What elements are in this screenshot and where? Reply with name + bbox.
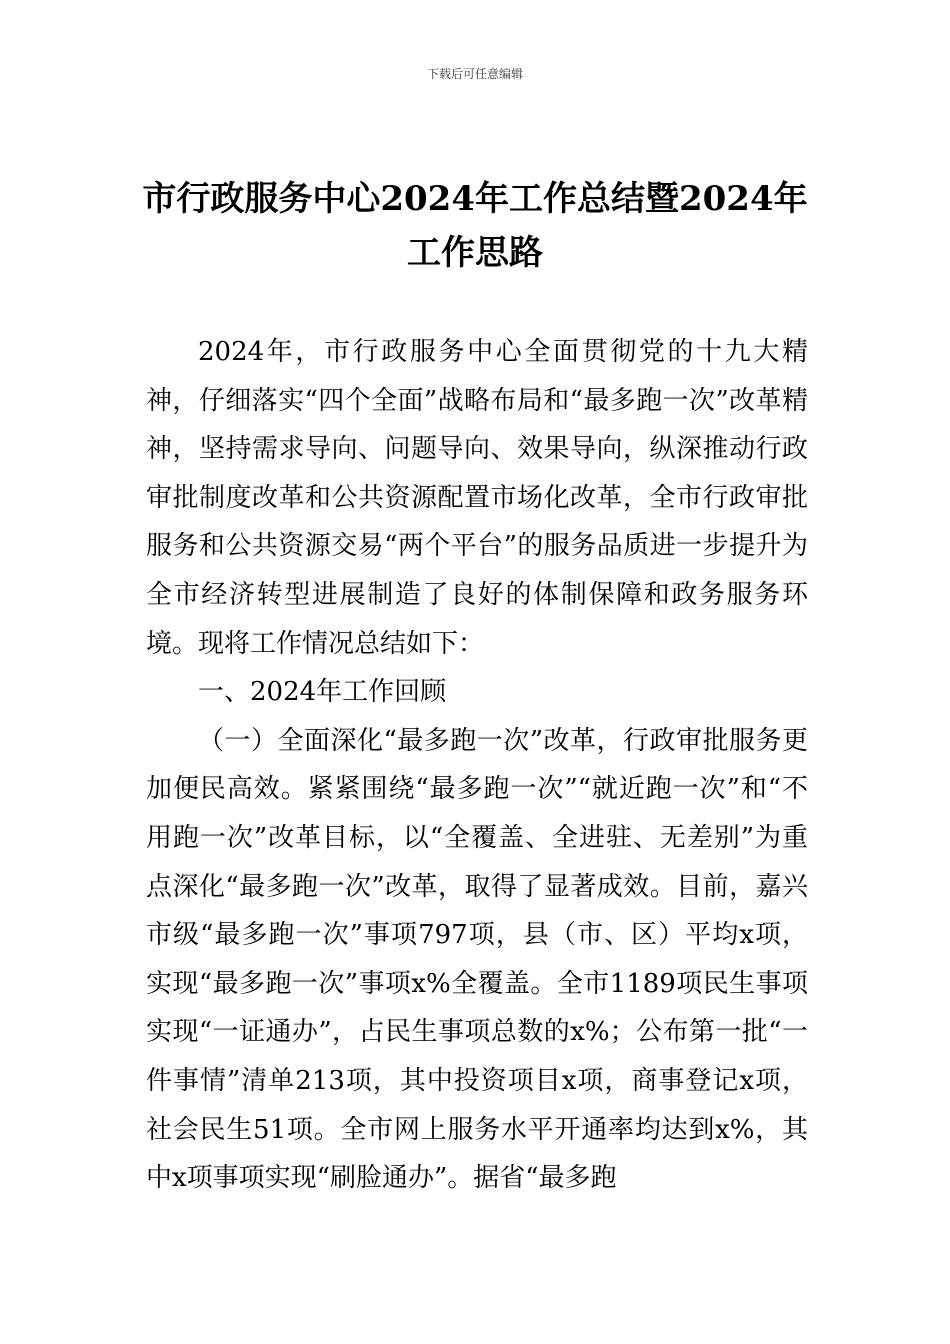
intro-paragraph: 2024年，市行政服务中心全面贯彻党的十九大精神，仔细落实“四个全面”战略布局和“最多跑一次”改革精神，坚持需求导向、问题导向、效果导向，纵深推动行政审批制度改革和公共资源配置市场化改革，全市行政审批服务和公共资源交易“两个平台”的服务品质进一步提升为全市经济转型进展制造了良好的体制保障和政务服务环境。现将工作情况总结如下： [146, 337, 808, 659]
document-title-line-2: 工作思路 [407, 233, 543, 273]
document-title [140, 172, 810, 280]
page-header-note: 下载后可任意编辑 [426, 67, 523, 81]
document-body [146, 328, 808, 1203]
document-title-line-1: 市行政服务中心2024年工作总结暨2024年 [142, 179, 808, 219]
section-paragraph-reform: （一）全面深化“最多跑一次”改革，行政审批服务更加便民高效。紧紧围绕“最多跑一次”“就近跑一次”和“不用跑一次”改革目标，以“全覆盖、全进驻、无差别”为重点深化“最多跑一次”改革，取得了显著成效。目前，嘉兴市级“最多跑一次”事项797项，县（市、区）平均x项，实现“最多跑一次”事项x%全覆盖。全市1189项民生事项实现“一证通办”，占民生事项总数的x%；公布第一批“一件事情”清单213项，其中投资项目x项，商事登记x项，社会民生51项。全市网上服务水平开通率均达到x%，其中x项事项实现“刷脸通办”。据省“最多跑 [146, 725, 808, 1194]
section-heading-review: 一、2024年工作回顾 [198, 677, 447, 708]
